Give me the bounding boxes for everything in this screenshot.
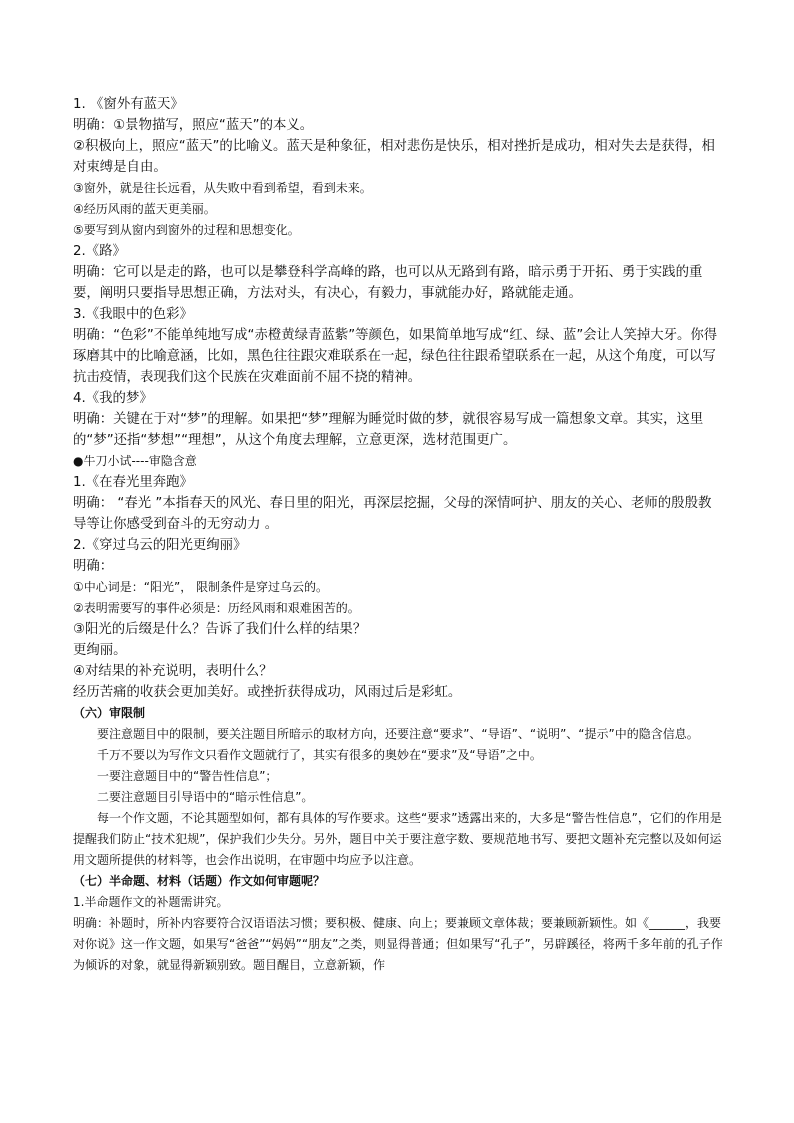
paragraph: 每一个作文题，不论其题型如何，都有具体的写作要求。这些“要求”透露出来的，大多是“警告性信息”，它们的作用是提醒我们防止“技术犯规”，保护我们少失分。另外，题目中关于要注意字数、要规范地书写、要把文题补充完整以及如何运用文题所提供的材料等，也会作出说明，在审题中均应予以注意。 <box>73 811 722 867</box>
paragraph: ④经历风雨的蓝天更美丽。 <box>73 202 216 216</box>
heading-practice-1: 1.《在春光里奔跑》 <box>73 475 193 490</box>
heading-item-1: 1. 《窗外有蓝天》 <box>73 97 184 112</box>
paragraph: 一要注意题目中的“警告性信息”； <box>97 769 278 783</box>
paragraph: 更绚丽。 <box>73 643 127 658</box>
paragraph: 明确：“色彩”不能单纯地写成“赤橙黄绿青蓝紫”等颜色，如果简单地写成“红、绿、蓝”会让人笑掉大牙。你得琢磨其中的比喻意涵，比如，黑色往往跟灾难联系在一起，绿色往往跟希望联系在一起，从这个角度，可以写抗击疫情，表现我们这个民族在灾难面前不屈不挠的精神。 <box>73 328 718 385</box>
paragraph: 二要注意题目引导语中的“暗示性信息”。 <box>97 790 314 804</box>
paragraph: ②表明需要写的事件必须是：历经风雨和艰难困苦的。 <box>73 601 360 615</box>
paragraph: 明确： “春光 ”本指春天的风光、春日里的阳光，再深层挖掘，父母的深情呵护、朋友的关心、老师的殷殷教导等让你感受到奋斗的无穷动力 。 <box>73 496 712 532</box>
paragraph: ①中心词是：“阳光”， 限制条件是穿过乌云的。 <box>73 580 329 594</box>
paragraph: 要注意题目中的限制，要关注题目所暗示的取材方向，还要注意“要求”、“导语”、“说明”、“提示”中的隐含信息。 <box>97 727 699 741</box>
paragraph: ③阳光的后缀是什么？告诉了我们什么样的结果？ <box>73 622 367 637</box>
paragraph: 明确： <box>73 559 114 574</box>
paragraph: 千万不要以为写作文只看作文题就行了，其实有很多的奥妙在“要求”及“导语”之中。 <box>97 748 542 762</box>
section-heading-6: （六）审限制 <box>73 706 146 720</box>
paragraph: ③窗外，就是往长远看，从失败中看到希望，看到未来。 <box>73 181 372 195</box>
paragraph: ④对结果的补充说明，表明什么？ <box>73 664 273 679</box>
document-body <box>73 94 723 976</box>
heading-practice-2: 2.《穿过乌云的阳光更绚丽》 <box>73 538 247 553</box>
paragraph: 1.半命题作文的补题需讲究。 <box>73 895 229 909</box>
paragraph: 明确：关键在于对“梦”的理解。如果把“梦”理解为睡觉时做的梦，就很容易写成一篇想象文章。其实，这里的“梦”还指“梦想”“理想”，从这个角度去理解，立意更深，选材范围更广。 <box>73 412 704 448</box>
paragraph: 明确：它可以是走的路，也可以是攀登科学高峰的路，也可以从无路到有路，暗示勇于开拓、勇于实践的重要，阐明只要指导思想正确，方法对头，有决心，有毅力，事就能办好，路就能走通。 <box>73 265 703 301</box>
paragraph: 明确：补题时，所补内容要符合汉语语法习惯；要积极、健康、向上；要兼顾文章体裁；要兼顾新颖性。如《______，我要对你说》这一作文题，如果写“爸爸”“妈妈”“朋友”之类，则显得普通；但如果写“孔子”，另辟蹊径，将两千多年前的孔子作为倾诉的对象，就显得新颖别致。题目醒目，立意新颖，作 <box>73 916 723 972</box>
paragraph: 经历苦痛的收获会更加美好。或挫折获得成功，风雨过后是彩虹。 <box>73 685 462 700</box>
heading-item-3: 3.《我眼中的色彩》 <box>73 307 193 322</box>
paragraph: 明确：①景物描写，照应“蓝天”的本义。 <box>73 118 314 133</box>
heading-item-2: 2.《路》 <box>73 244 126 259</box>
section-heading-7: （七）半命题、材料（话题）作文如何审题呢？ <box>73 874 326 888</box>
paragraph: ⑤要写到从窗内到窗外的过程和思想变化。 <box>73 223 300 237</box>
heading-item-4: 4.《我的梦》 <box>73 391 153 406</box>
section-heading-practice: ●牛刀小试----审隐含意 <box>73 454 197 468</box>
paragraph: ②积极向上，照应“蓝天”的比喻义。蓝天是种象征，相对悲伤是快乐，相对挫折是成功，相对失去是获得，相对束缚是自由。 <box>73 139 715 175</box>
